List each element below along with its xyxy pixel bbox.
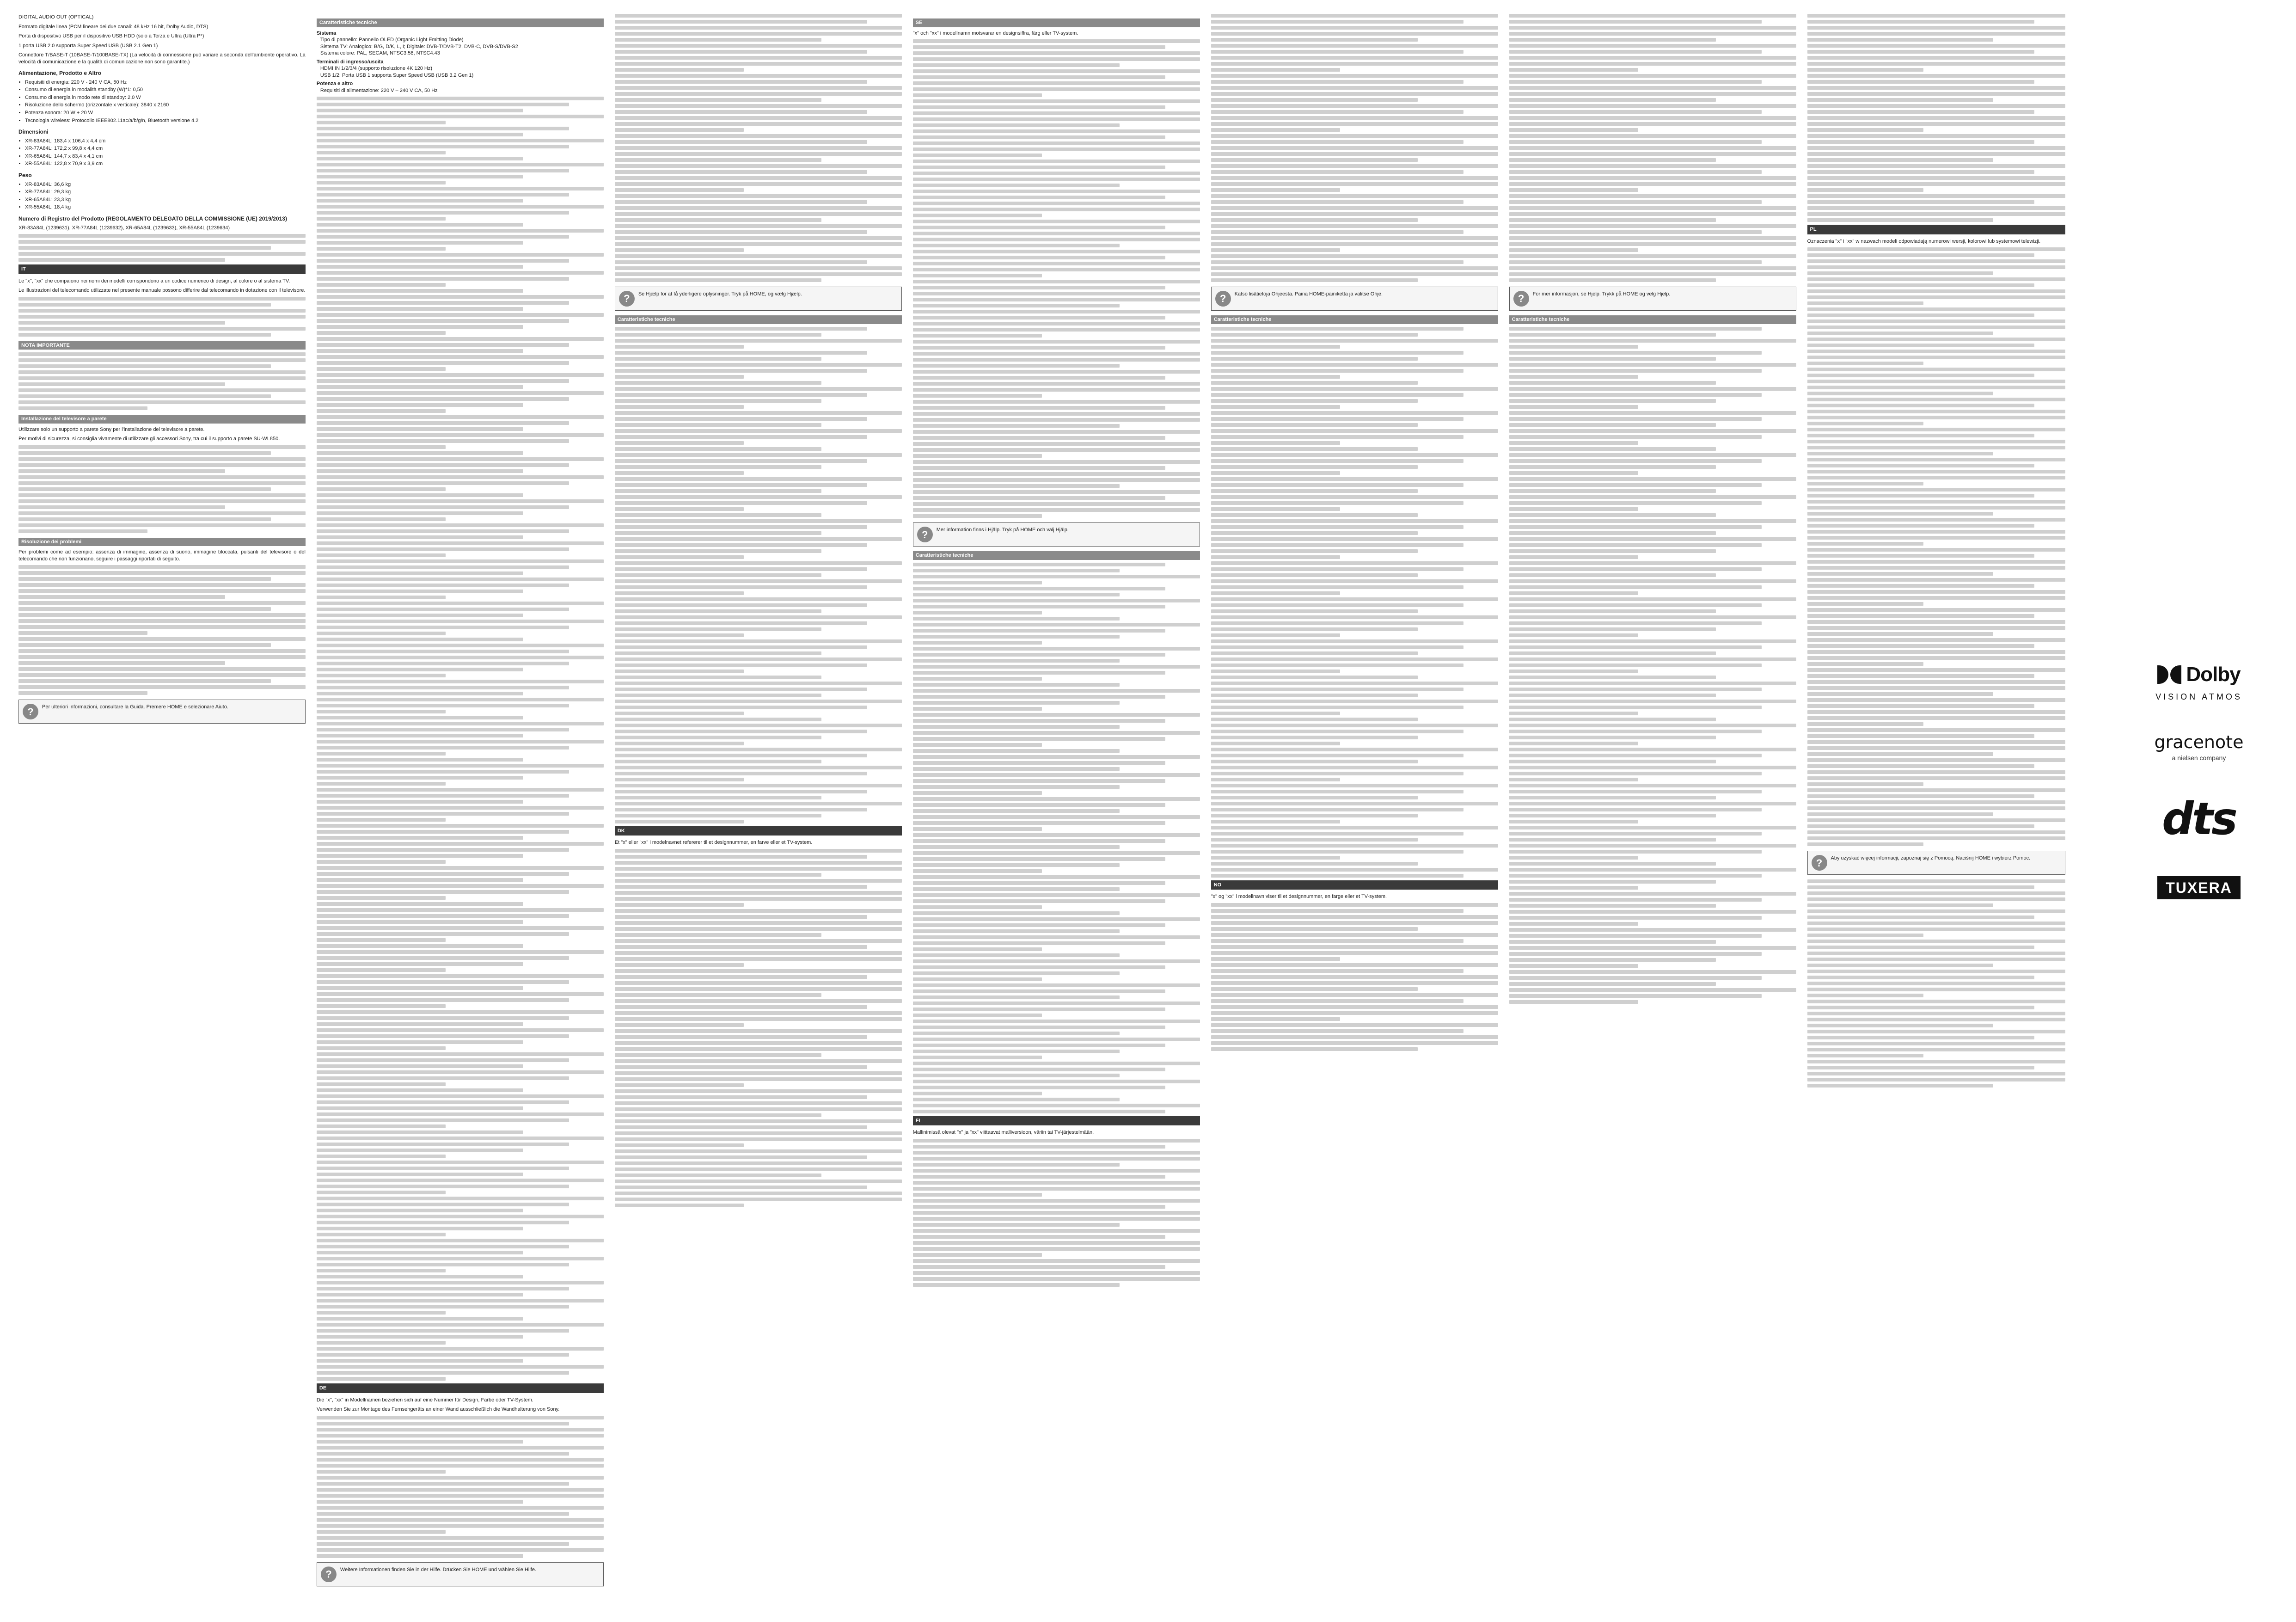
text-block (1211, 903, 1498, 1051)
help-note (1211, 287, 1498, 311)
list-item: • XR-55A84L: 122,8 x 70,9 x 3,9 cm (25, 160, 306, 167)
list-item: • Potenza sonora: 20 W + 20 W (25, 110, 306, 117)
gracenote-subtitle: a nielsen company (2172, 754, 2226, 762)
gracenote-logo (2155, 731, 2244, 762)
help-note (317, 1562, 604, 1586)
spec-value: Tipo di pannello: Pannello OLED (Organic Light Emitting Diode) (320, 37, 464, 43)
help-note (615, 287, 902, 311)
column-1 (18, 14, 306, 1604)
subsection-header: Caratteristiche tecniche (615, 315, 902, 324)
text-block (615, 14, 902, 282)
body-text: Verwenden Sie zur Montage des Fernsehgeräts an einer Wand ausschließlich die Wandhalterung von Sony. (316, 1407, 560, 1413)
text-block (1509, 14, 1796, 282)
column-3 (615, 14, 902, 1604)
section-header-de: DE (317, 1383, 604, 1393)
question-icon: ? (917, 527, 933, 542)
text-block (913, 1139, 1200, 1287)
column-5 (1211, 14, 1498, 1604)
list-item: • XR-65A84L: 23,3 kg (25, 197, 306, 203)
section-title: Dimensioni (18, 129, 49, 135)
column-4 (913, 14, 1200, 1604)
text-block (1509, 327, 1796, 1004)
text-block (317, 97, 604, 1381)
body-text: Le illustrazioni del telecomando utilizzate nel presente manuale possono differire dal telecomando in dotazione con il televisore. (18, 288, 306, 294)
text-block (18, 297, 306, 337)
subsection-header: SE (913, 18, 1200, 27)
note-text: Mer information finns i Hjälp. Tryk på HOME och välj Hjälp. (936, 527, 1069, 533)
subsection-header: Caratteristiche tecniche (317, 18, 604, 27)
column-2 (317, 14, 604, 1604)
spec-value: Requisiti di alimentazione: 220 V – 240 V CA, 50 Hz (320, 87, 438, 93)
text-block (18, 234, 306, 262)
registration-text: XR-83A84L (1239631), XR-77A84L (1239632), XR-65A84L (1239633), XR-55A84L (1239634) (18, 225, 230, 231)
text-block (1211, 14, 1498, 282)
note-text: Aby uzyskać więcej informacji, zapoznaj się z Pomocą. Naciśnij HOME i wybierz Pomoc. (1831, 855, 2031, 861)
dolby-mark (2157, 661, 2240, 688)
help-note (1807, 851, 2066, 875)
intro-text: Le "x", "xx" che compaiono nei nomi dei modelli corrispondono a un codice numerico di design, al colore o al sistema TV. (18, 278, 290, 284)
list-item: • XR-77A84L: 29,3 kg (25, 189, 306, 196)
question-icon: ? (23, 704, 38, 719)
spec-value: HDMI IN 1/2/3/4 (supporto risoluzione 4K 120 Hz) (320, 66, 433, 72)
spec-list (18, 138, 306, 167)
text-line: Connettore T/BASE-T (10BASE-T/100BASE-TX) (La velocità di connessione può variare a seconda dell'ambiente operativo. La velocità di comunicazione e la qualità di comunicazione non sono garantite.) (18, 52, 306, 65)
text-block (615, 849, 902, 1207)
text-block (615, 327, 902, 823)
question-icon: ? (321, 1567, 337, 1582)
section-header-da: DK (615, 826, 902, 836)
list-item: • Tecnologia wireless: Protocollo IEEE802.11ac/a/b/g/n, Bluetooth versione 4.2 (25, 117, 306, 124)
section-title: Numero di Registro del Prodotto (REGOLAMENTO DELEGATO DELLA COMMISSIONE (UE) 2019/2013) (18, 215, 287, 222)
dolby-double-d-icon (2157, 665, 2181, 684)
column-7 (1807, 14, 2066, 1604)
help-note (18, 700, 306, 724)
spec-value: Sistema TV: Analogico: B/G, D/K, L, I; Digitale: DVB-T/DVB-T2, DVB-C, DVB-S/DVB-S2 (320, 43, 518, 49)
dts-logo: dts (2162, 793, 2236, 845)
body-text: Per problemi come ad esempio: assenza di immagine, assenza di suono, immagine bloccata, pulsanti del televisore o del telecomando che non funzionano, seguire i passaggi riportati di seguito. (18, 549, 306, 562)
text-block (913, 39, 1200, 518)
section-title: Peso (18, 172, 32, 178)
list-item: • Consumo di energia in modalità standby (W)*1: 0,50 (25, 86, 306, 93)
spec-block (317, 30, 604, 94)
section-header-it: IT (18, 264, 306, 274)
section-title: Alimentazione, Prodotto e Altro (18, 70, 101, 77)
question-icon: ? (1513, 291, 1529, 307)
spec-key: Terminali di ingresso/uscita (316, 59, 384, 65)
spec-key: Sistema (316, 30, 337, 36)
help-note (913, 522, 1200, 547)
subsection-header: NOTA IMPORTANTE (18, 341, 306, 350)
text-line: Porta di dispositivo USB per il dispositivo USB HDD (solo a Terza e Ultra (Ultra P*) (18, 33, 204, 39)
section-header-no: NO (1211, 880, 1498, 890)
list-item: • XR-77A84L: 172,2 x 99,8 x 4,4 cm (25, 145, 306, 152)
question-icon: ? (1215, 291, 1231, 307)
list-item: • XR-83A84L: 183,4 x 106,4 x 4,4 cm (25, 138, 306, 145)
intro-text: Die "x", "xx" in Modellnamen beziehen sich auf eine Nummer für Design, Farbe oder TV-System. (316, 1397, 533, 1403)
subsection-header: Risoluzione dei problemi (18, 538, 306, 547)
note-text: Weitere Informationen finden Sie in der Hilfe. Drücken Sie HOME und wählen Sie Hilfe. (340, 1567, 537, 1573)
section-header-fi: FI (913, 1116, 1200, 1126)
text-block (1211, 327, 1498, 878)
body-text: Utilizzare solo un supporto a parete Sony per l'installazione del televisore a parete. (18, 426, 205, 432)
question-icon: ? (1812, 855, 1827, 871)
list-item: • Requisiti di energia: 220 V - 240 V CA, 50 Hz (25, 79, 306, 86)
subsection-header: Caratteristiche tecniche (1509, 315, 1796, 324)
column-6 (1509, 14, 1796, 1604)
spec-value: USB 1/2: Porta USB 1 supporta Super Speed USB (USB 3.2 Gen 1) (320, 72, 474, 78)
list-item: • XR-65A84L: 144,7 x 83,4 x 4,1 cm (25, 153, 306, 160)
subsection-header: Caratteristiche tecniche (1211, 315, 1498, 324)
text-line: Formato digitale linea (PCM lineare dei due canali: 48 kHz 16 bit, Dolby Audio, DTS) (18, 24, 208, 30)
section-header-pl: PL (1807, 225, 2066, 234)
dolby-wordmark: Dolby (2186, 663, 2241, 686)
list-item: • XR-83A84L: 36,6 kg (25, 181, 306, 188)
gracenote-wordmark: gracenote (2154, 731, 2244, 752)
body-text: Per motivi di sicurezza, si consiglia vivamente di utilizzare gli accessori Sony, tra cui il supporto a parete SU-WL850. (18, 436, 280, 442)
text-block (913, 563, 1200, 1113)
note-text: Se Hjælp for at få yderligere oplysninger. Tryk på HOME, og vælg Hjælp. (638, 291, 802, 297)
logos-area (2130, 661, 2268, 899)
spec-list (18, 181, 306, 211)
subsection-header: Caratteristiche tecniche (913, 551, 1200, 560)
question-icon: ? (619, 291, 635, 307)
list-item: • Consumo di energia in modo rete di standby: 2,0 W (25, 94, 306, 101)
intro-text: "x" og "xx" i modellnavn viser til et designnummer, en farge eller et TV-system. (1211, 894, 1387, 900)
spec-list (18, 79, 306, 124)
text-block (18, 565, 306, 695)
note-text: For mer informasjon, se Hjelp. Trykk på HOME og velg Hjelp. (1532, 291, 1671, 297)
text-block (317, 1416, 604, 1558)
intro-text: Et "x" eller "xx" i modelnavnet refererer til et designnummer, en farve eller et TV-system. (614, 840, 813, 846)
list-item: • XR-55A84L: 18,4 kg (25, 204, 306, 211)
intro-text: "x" och "xx" i modellnamn motsvarar en designsiffra, färg eller TV-system. (912, 30, 1078, 36)
help-note (1509, 287, 1796, 311)
intro-text: Mallinimissä olevat "x" ja "xx" viittaavat malliversioon, väriin tai TV-järjestelmään. (912, 1130, 1094, 1136)
list-item: • Risoluzione dello schermo (orizzontale x verticale): 3840 x 2160 (25, 102, 306, 109)
text-block (1807, 879, 2066, 1087)
text-block (1807, 14, 2066, 222)
dolby-logo (2155, 661, 2242, 703)
note-text: Katso lisätietoja Ohjeesta. Paina HOME-painiketta ja valitse Ohje. (1234, 291, 1383, 297)
note-text: Per ulteriori informazioni, consultare la Guida. Premere HOME e selezionare Aiuto. (42, 704, 228, 710)
text-line: 1 porta USB 2.0 supporta Super Speed USB (USB 2.1 Gen 1) (18, 43, 158, 49)
spec-key: Potenza e altro (316, 81, 353, 87)
text-block (1807, 247, 2066, 846)
intro-text: Oznaczenia "x" i "xx" w nazwach modeli odpowiadają numerowi wersji, kolorowi lub systemowi telewizji. (1807, 238, 2041, 244)
text-block (18, 352, 306, 410)
subsection-header: Installazione del televisore a parete (18, 415, 306, 424)
dolby-subtitle: VISION ATMOS (2155, 692, 2242, 702)
text-columns (18, 14, 2278, 1604)
text-block (18, 445, 306, 533)
text-line: DIGITAL AUDIO OUT (OPTICAL) (18, 14, 94, 20)
spec-value: Sistema colore: PAL, SECAM, NTSC3.58, NTSC4.43 (320, 50, 440, 56)
tuxera-logo: TUXERA (2157, 876, 2241, 899)
